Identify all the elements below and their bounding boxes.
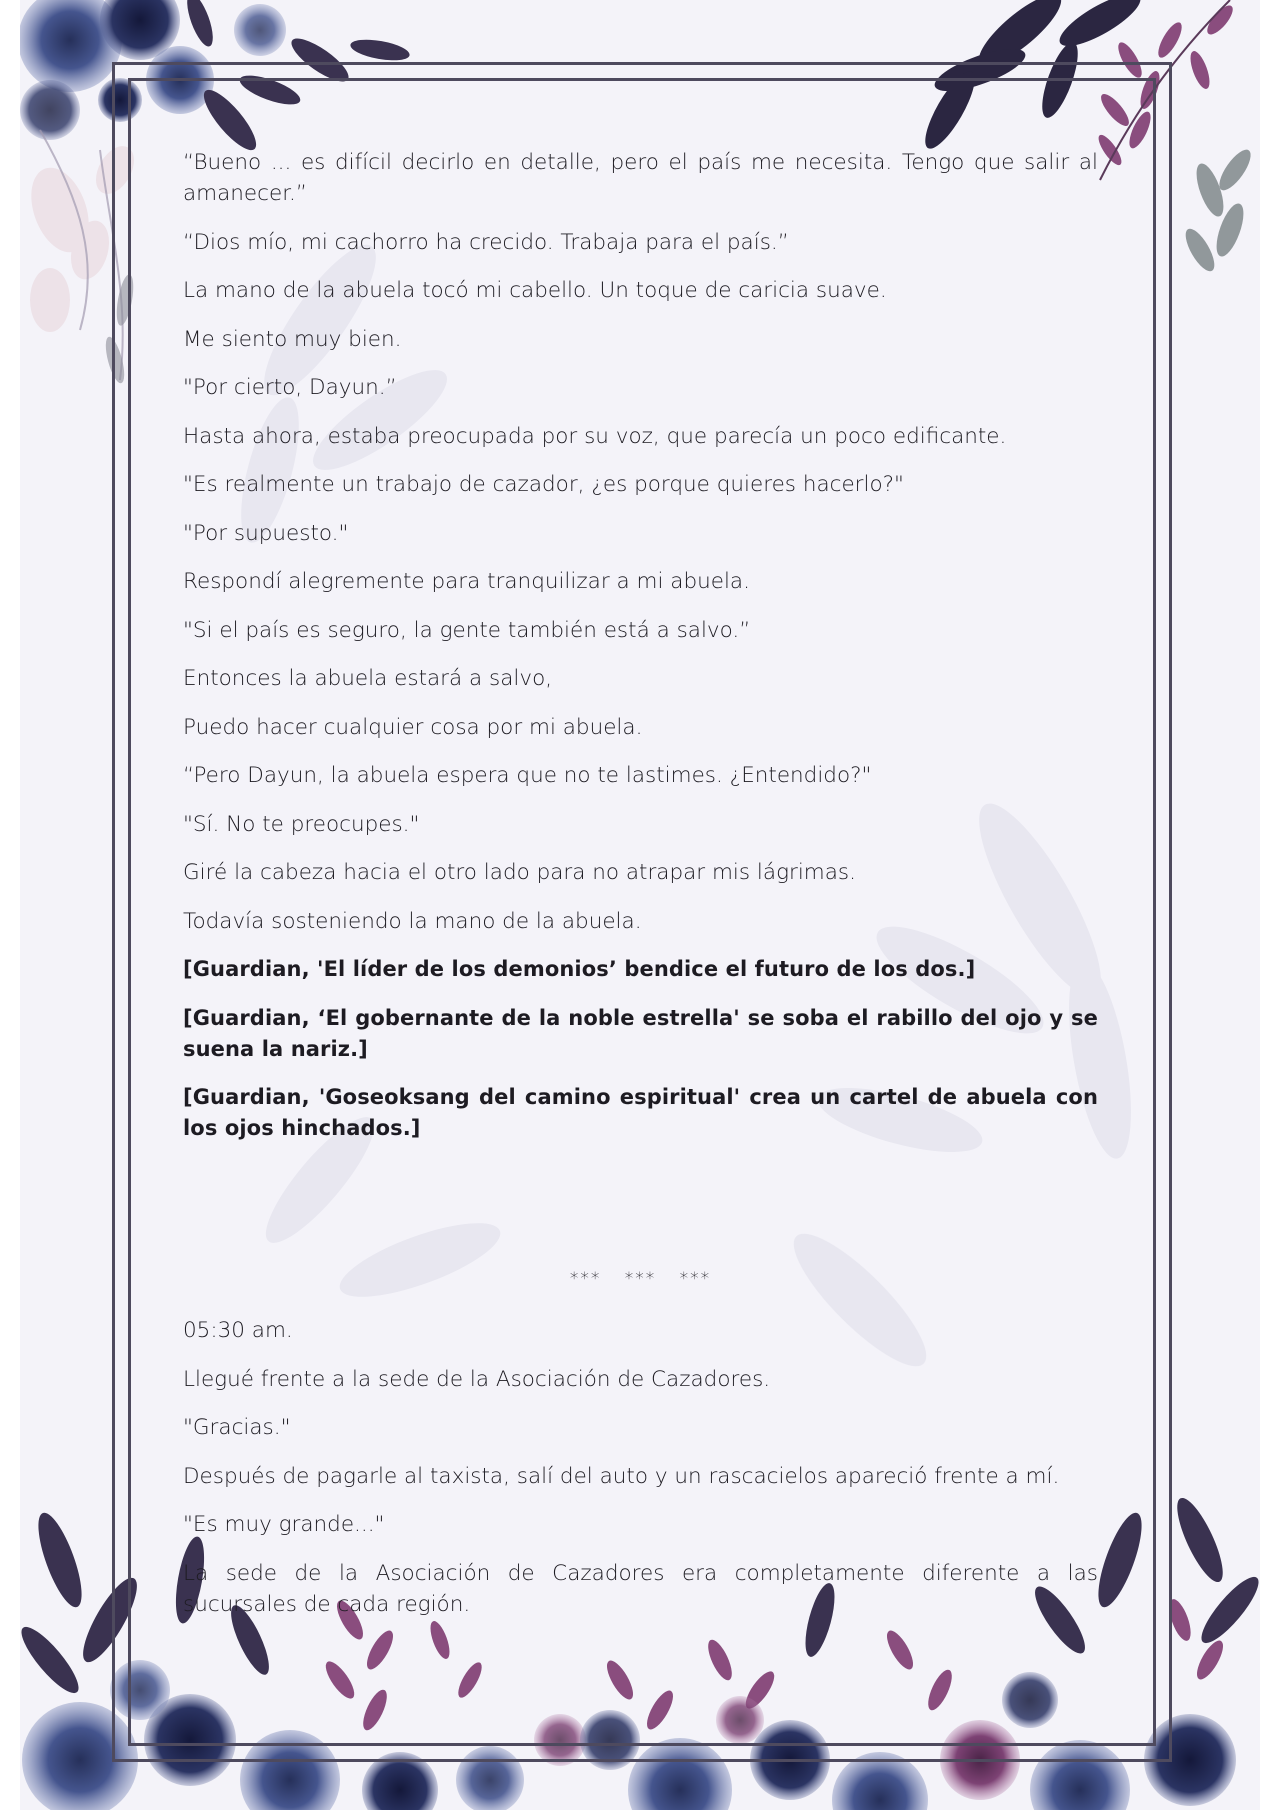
paragraph: "Sí. No te preocupes." (183, 811, 420, 837)
paragraph: Me siento muy bien. (183, 326, 402, 352)
paragraph: “Pero Dayun, la abuela espera que no te lastimes. ¿Entendido?" (183, 763, 872, 788)
paragraph: La mano de la abuela tocó mi cabello. Un toque de caricia suave. (183, 278, 887, 303)
paragraph: "Es realmente un trabajo de cazador, ¿es porque quieres hacerlo?" (183, 472, 904, 497)
document-page (20, 0, 1260, 1810)
paragraph: "Gracias." (183, 1415, 291, 1440)
paragraph: Llegué frente a la sede de la Asociación de Cazadores. (183, 1366, 771, 1392)
paragraph: “Bueno ... es difícil decirlo en detalle, pero el país me necesita. Tengo que salir al amanecer.” (183, 150, 1098, 206)
paragraph: Giré la cabeza hacia el otro lado para no atrapar mis lágrimas. (183, 860, 856, 885)
guardian-message: [Guardian, 'El líder de los demonios’ bendice el futuro de los dos.] (183, 957, 976, 981)
scene-separator: *** *** *** (569, 1269, 712, 1289)
paragraph: La sede de la Asociación de Cazadores era completamente diferente a las sucursales de cada región. (183, 1560, 1098, 1617)
paragraph: 05:30 am. (183, 1318, 293, 1343)
paragraph: Todavía sosteniendo la mano de la abuela. (183, 908, 642, 934)
paragraph: Respondí alegremente para tranquilizar a mi abuela. (183, 569, 750, 594)
paragraph: Después de pagarle al taxista, salí del auto y un rascacielos apareció frente a mí. (183, 1463, 1060, 1489)
paragraph: Hasta ahora, estaba preocupada por su voz, que parecía un poco edificante. (183, 423, 1007, 449)
paragraph: Puedo hacer cualquier cosa por mi abuela. (183, 714, 643, 740)
guardian-message: [Guardian, 'Goseoksang del camino espiritual' crea un cartel de abuela con los ojos hinchados.] (183, 1085, 1098, 1140)
story-text (183, 147, 1098, 1637)
paragraph: "Por supuesto." (183, 520, 349, 546)
guardian-message: [Guardian, ‘El gobernante de la noble estrella' se soba el rabillo del ojo y se suena la nariz.] (183, 1005, 1098, 1061)
paragraph: “Dios mío, mi cachorro ha crecido. Trabaja para el país.” (183, 229, 789, 255)
paragraph: "Si el país es seguro, la gente también está a salvo.” (183, 617, 751, 643)
paragraph: Entonces la abuela estará a salvo, (183, 666, 553, 691)
paragraph: "Por cierto, Dayun.” (183, 375, 397, 400)
paragraph: "Es muy grande..." (183, 1512, 385, 1537)
